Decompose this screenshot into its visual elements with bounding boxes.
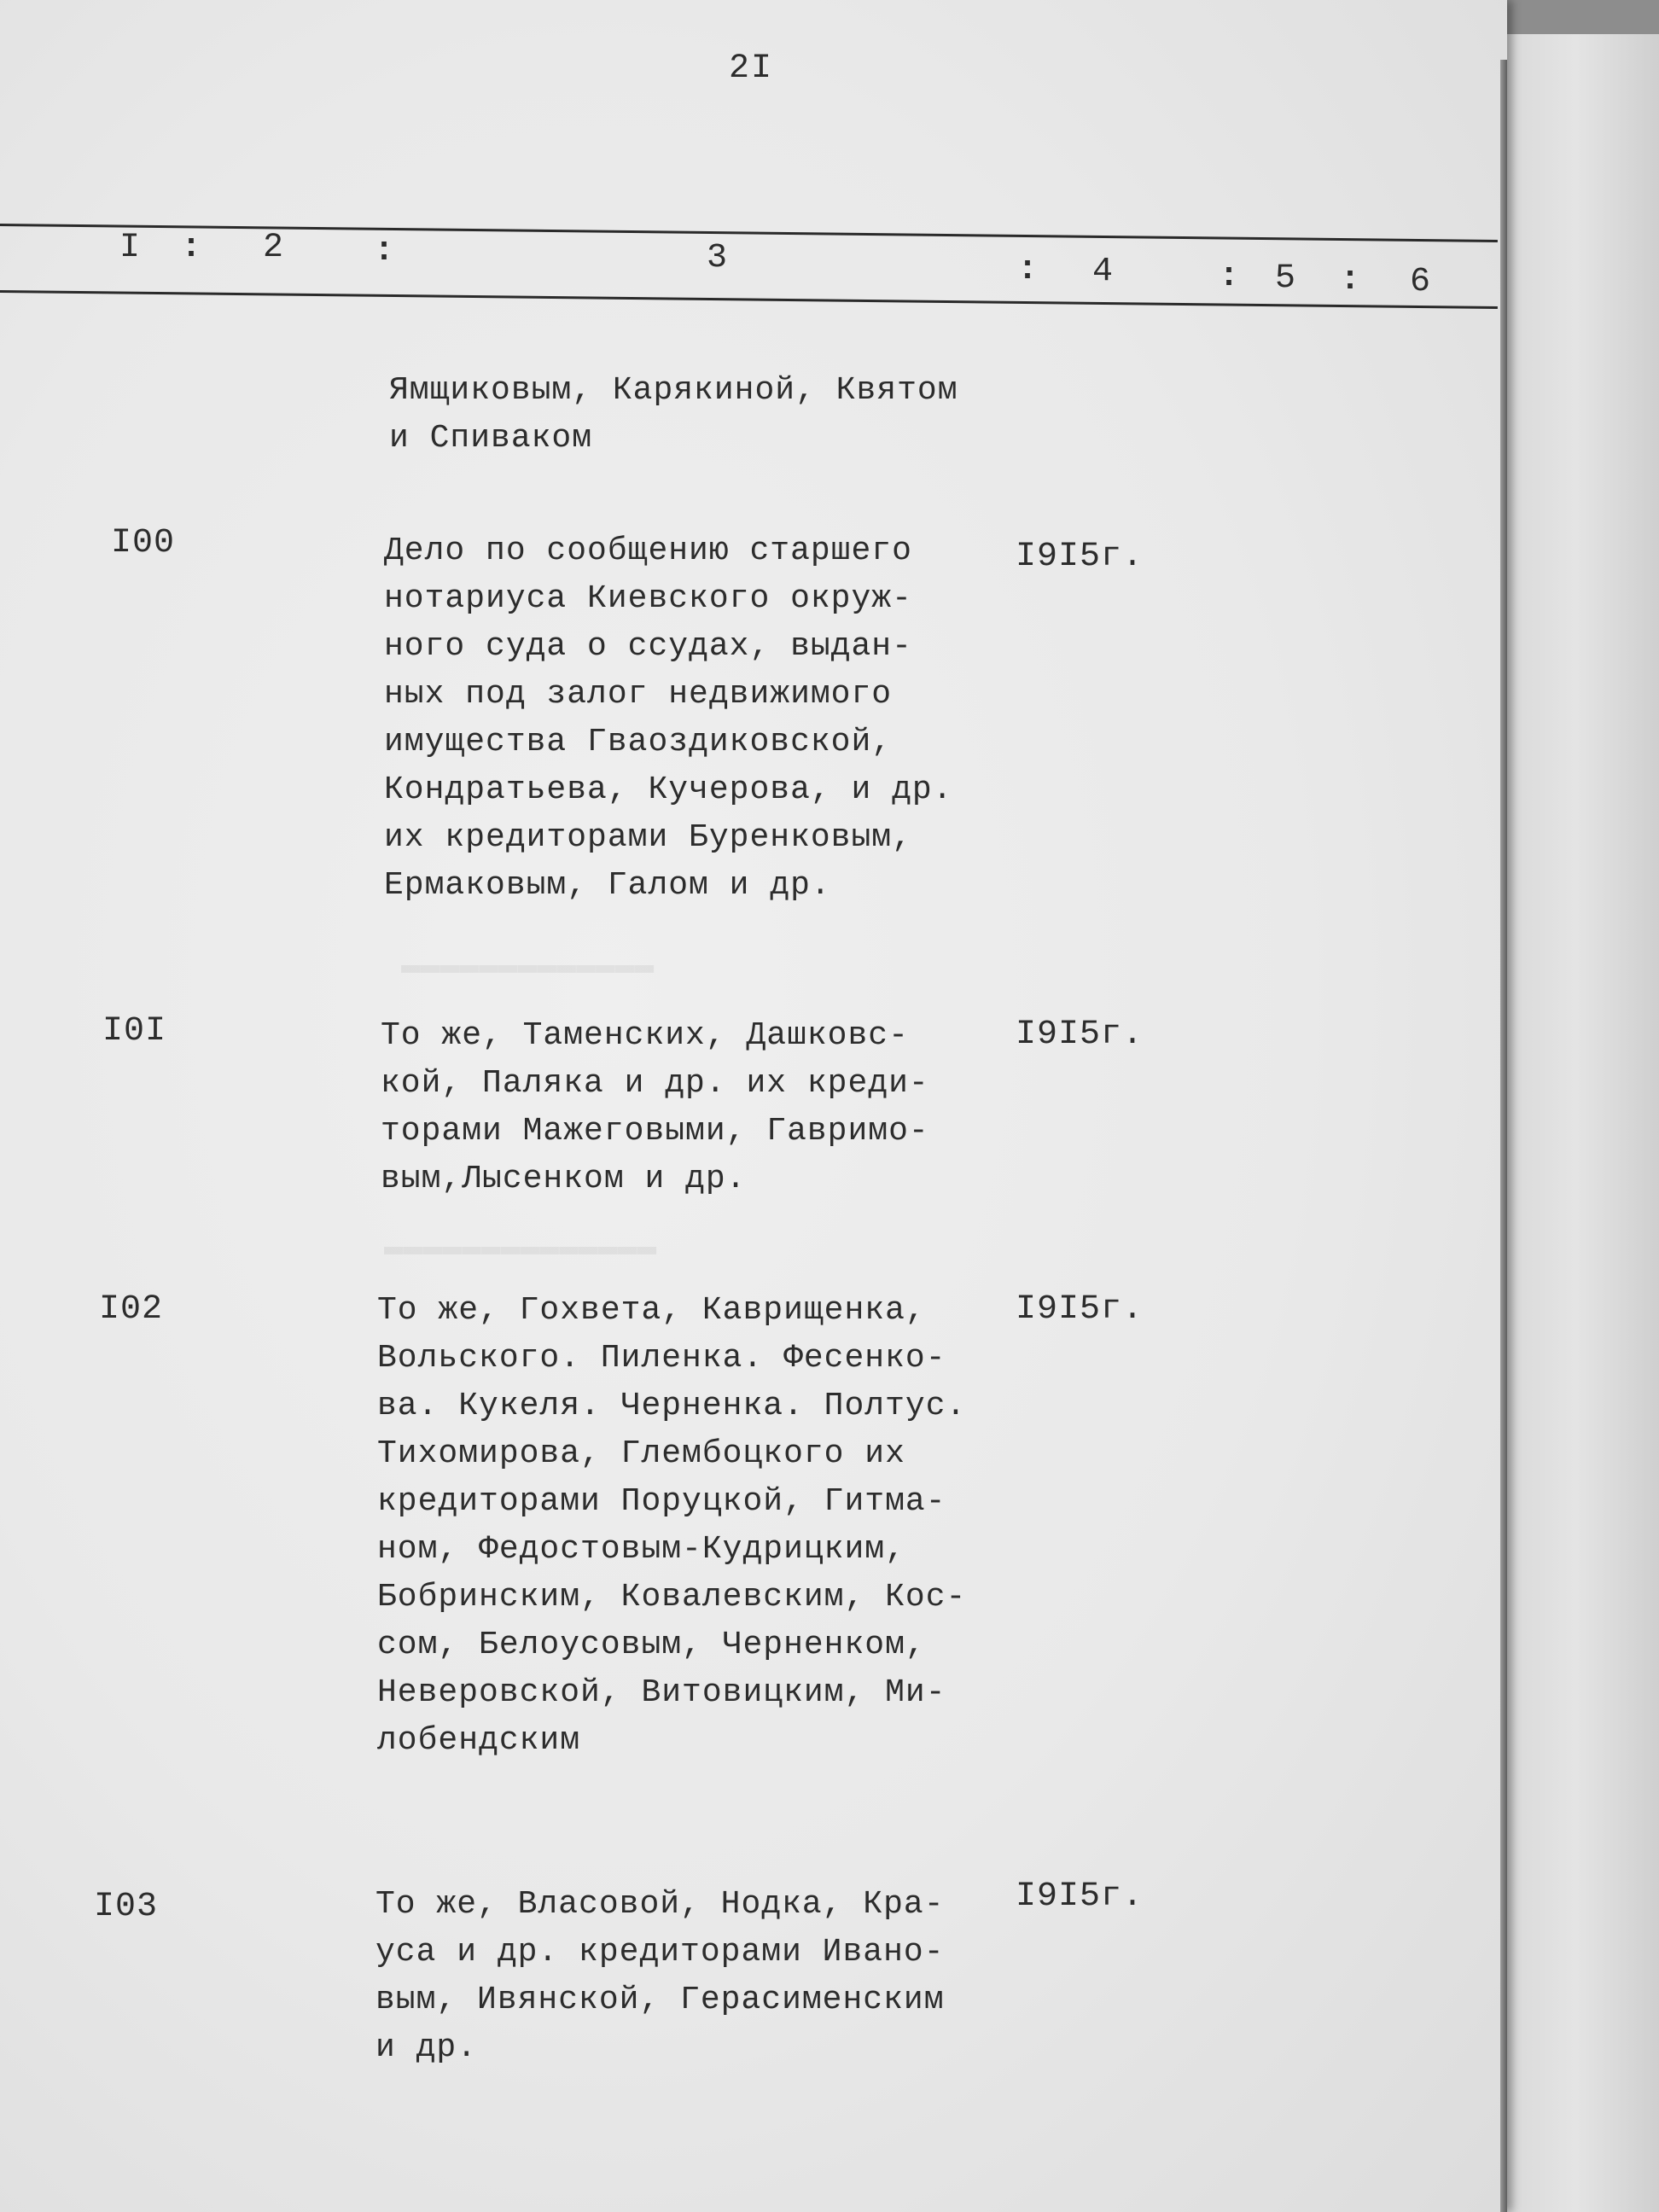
entry-number: I0I	[102, 1012, 167, 1051]
entry-number: I00	[111, 524, 176, 562]
column-head-2: 2	[263, 229, 284, 267]
column-separator: :	[1340, 261, 1361, 300]
column-separator: :	[1219, 258, 1240, 296]
column-head-5: 5	[1275, 259, 1296, 298]
page-number: 2I	[728, 49, 773, 88]
column-separator: :	[1017, 251, 1039, 289]
bleed-through-shadow: ▬▬▬▬▬▬▬▬▬▬▬▬▬	[401, 947, 655, 984]
column-head-4: 4	[1092, 253, 1114, 291]
entry-date: I9I5г.	[1016, 538, 1144, 576]
column-head-3: 3	[707, 239, 728, 277]
entry-description: Дело по сообщению старшего нотариуса Киевского окруж- ного суда о ссудах, выдан- ных под залог недвижимого имущества Гваоздиковской, Кондратьева, Кучерова, и др. их кредиторами Буренковым, Ермаковым, Галом и др.	[384, 533, 953, 904]
header-rule-top	[0, 224, 1498, 242]
entry-number: I02	[99, 1290, 164, 1329]
column-separator: :	[181, 229, 202, 267]
entry-description: То же, Власовой, Нодка, Кра- уса и др. кредиторами Ивано- вым, Ивянской, Герасименским и др.	[375, 1886, 945, 2066]
entry-date: I9I5г.	[1016, 1877, 1144, 1916]
entry-date: I9I5г.	[1016, 1016, 1144, 1054]
header-rule-bottom	[0, 290, 1498, 309]
entry-number: I03	[94, 1888, 159, 1926]
entry-description: То же, Гохвета, Каврищенка, Вольского. Пиленка. Фесенко- ва. Кукеля. Черненка. Полтус. Тихомирова, Глембоцкого их кредиторами Поруцкой, Гитма- ном, Федостовым-Кудрицким, Бобринским, Ковалевским, Кос- сом, Белоусовым, Черненком, Неверовской, Витовицким, Ми- лобендским	[377, 1292, 967, 1759]
column-separator: :	[374, 232, 395, 271]
entry-description: То же, Таменских, Дашковс- кой, Паляка и др. их креди- торами Мажеговыми, Гавримо- вым,Лысенком и др.	[381, 1017, 929, 1197]
page-edge-shadow	[1500, 60, 1507, 2212]
column-head-6: 6	[1410, 263, 1431, 301]
entry-date: I9I5г.	[1016, 1290, 1144, 1329]
bleed-through-shadow: ▬▬▬▬▬▬▬▬▬▬▬▬▬▬	[384, 1229, 657, 1266]
continuation-text: Ямщиковым, Карякиной, Квятом и Спиваком	[389, 372, 958, 457]
column-head-1: I	[119, 229, 141, 267]
